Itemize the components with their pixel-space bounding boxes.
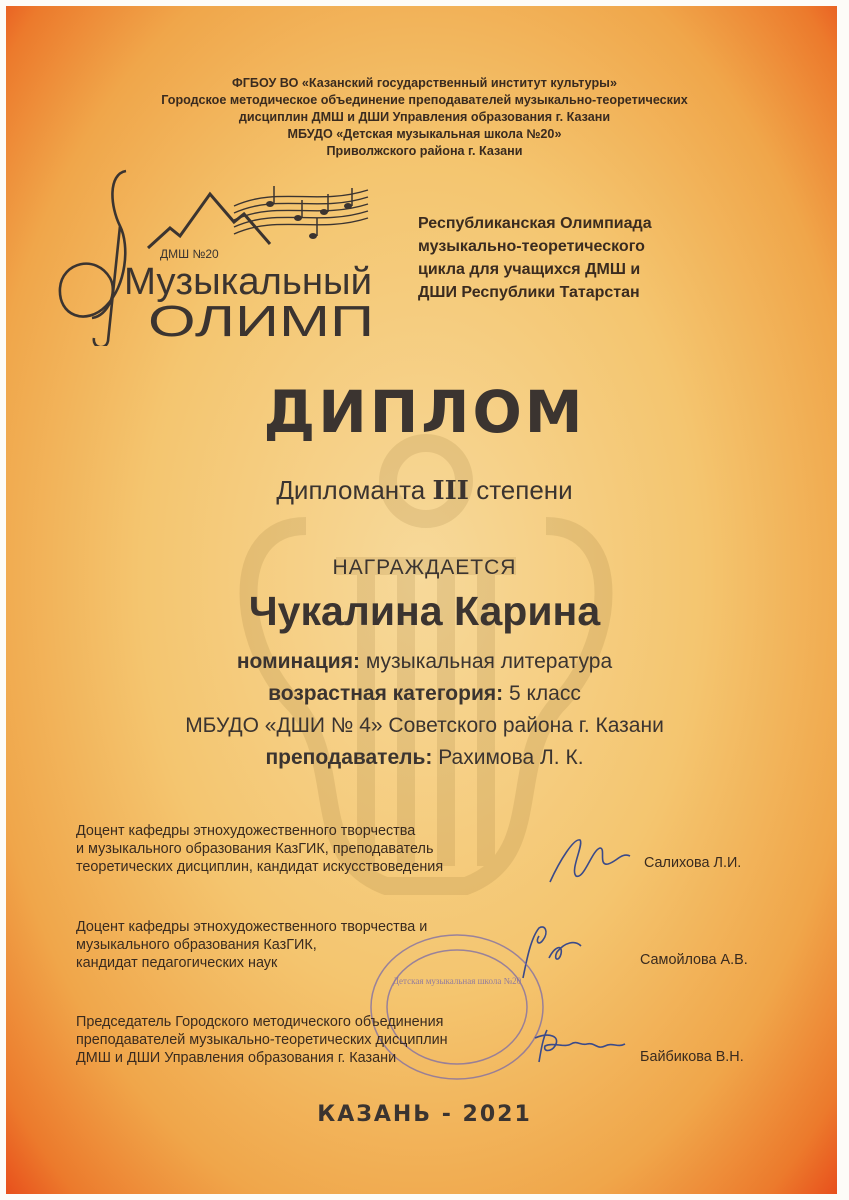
- organizer-header: [0, 75, 849, 160]
- header-line: Приволжского района г. Казани: [326, 144, 523, 158]
- city-year: КАЗАНЬ - 2021: [317, 1102, 532, 1127]
- signatory-3-title: [76, 1013, 448, 1067]
- signatory-line: Доцент кафедры этнохудожественного творчества: [76, 823, 416, 839]
- teacher-row: [0, 742, 849, 774]
- signature-3-icon: [525, 1022, 635, 1072]
- logo-title-line2: ОЛИМП: [148, 297, 374, 346]
- signatory-line: музыкального образования КазГИК,: [76, 937, 317, 953]
- degree-line: [0, 475, 849, 506]
- signatory-line: ДМШ и ДШИ Управления образования г. Казани: [76, 1050, 397, 1066]
- olympiad-line: ДШИ Республики Татарстан: [418, 284, 640, 301]
- olympiad-line: Республиканская Олимпиада: [418, 215, 652, 232]
- degree-prefix: Дипломанта: [276, 475, 426, 505]
- school-row: МБУДО «ДШИ № 4» Советского района г. Казани: [185, 714, 664, 737]
- signatory-line: и музыкального образования КазГИК, преподаватель: [76, 841, 434, 857]
- header-line: дисциплин ДМШ и ДШИ Управления образования г. Казани: [238, 110, 611, 124]
- music-staff-icon: [234, 190, 368, 234]
- signatory-line: кандидат педагогических наук: [76, 955, 278, 971]
- signatory-1-name: Салихова Л.И.: [644, 855, 742, 871]
- awarded-label: НАГРАЖДАЕТСЯ: [332, 556, 517, 579]
- teacher-value: Рахимова Л. К.: [438, 746, 584, 769]
- teacher-label: преподаватель:: [265, 746, 433, 769]
- degree-suffix: степени: [476, 475, 573, 505]
- header-line: ФГБОУ ВО «Казанский государственный институт культуры»: [232, 76, 617, 90]
- header-line: Городское методическое объединение преподавателей музыкально-теоретических: [161, 93, 688, 107]
- nomination-row: [0, 646, 849, 678]
- signatory-line: Председатель Городского методического объединения: [76, 1014, 444, 1030]
- signatory-2-name: Самойлова А.В.: [640, 952, 748, 968]
- nomination-label: номинация:: [236, 650, 360, 673]
- signatory-1-title: [76, 822, 443, 876]
- diploma-title: ДИПЛОМ: [263, 378, 586, 446]
- signatory-line: теоретических дисциплин, кандидат искусствоведения: [76, 859, 444, 875]
- age-value: 5 класс: [508, 682, 581, 705]
- svg-text:Детская музыкальная школа №20: Детская музыкальная школа №20: [392, 976, 522, 986]
- musical-olymp-logo: [48, 166, 388, 346]
- award-details: [0, 646, 849, 774]
- olympiad-line: цикла для учащихся ДМШ и: [418, 261, 641, 278]
- olympiad-title: [418, 212, 758, 304]
- age-row: [0, 678, 849, 710]
- olympiad-line: музыкально-теоретического: [418, 238, 645, 255]
- treble-clef-icon: [60, 171, 126, 346]
- recipient-name: Чукалина Карина: [248, 588, 601, 634]
- logo-title-line1: Музыкальный: [124, 261, 372, 303]
- signature-1-icon: [540, 830, 640, 890]
- music-notes-icon: [266, 186, 352, 239]
- signatory-line: Доцент кафедры этнохудожественного творчества и: [76, 919, 428, 935]
- degree-number: III: [432, 476, 469, 506]
- signatory-3-name: Байбикова В.Н.: [640, 1049, 744, 1065]
- logo-school-text: ДМШ №20: [160, 247, 219, 261]
- nomination-value: музыкальная литература: [365, 650, 613, 673]
- signatory-line: преподавателей музыкально-теоретических дисциплин: [76, 1032, 448, 1048]
- age-label: возрастная категория:: [268, 682, 504, 705]
- header-line: МБУДО «Детская музыкальная школа №20»: [287, 127, 562, 141]
